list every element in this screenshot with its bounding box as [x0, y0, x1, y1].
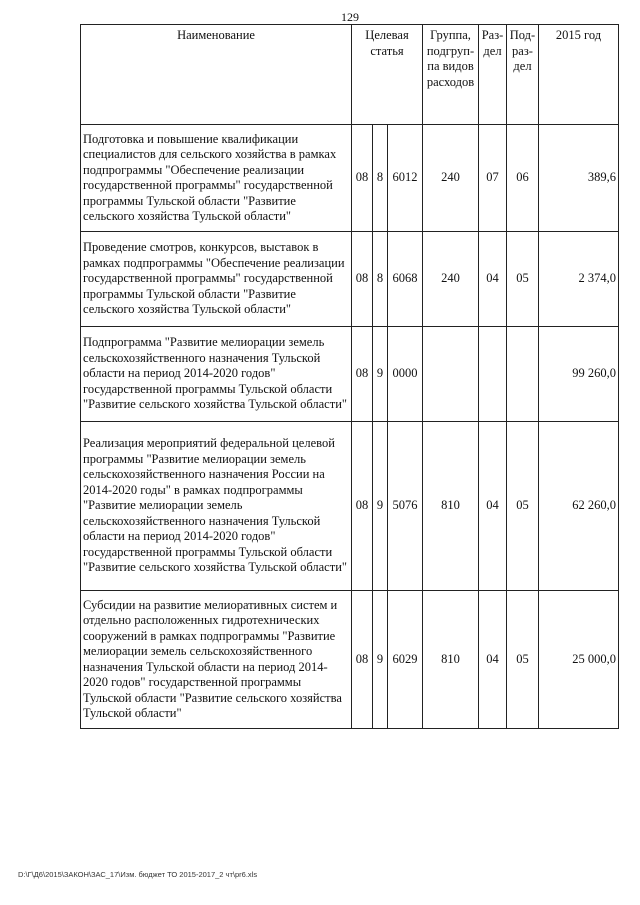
row-code-a: 08: [352, 232, 373, 327]
row-name: Проведение смотров, конкурсов, выставок в рамках подпрограммы "Обеспечение реализации государственной программы" государственной программы Тульской области "Развитие сельского хозяйства Тульской области": [81, 232, 352, 327]
row-code-a: 08: [352, 591, 373, 729]
table-row: [81, 422, 619, 591]
table-row: [81, 591, 619, 729]
table-row: [81, 125, 619, 232]
row-code-a: 08: [352, 327, 373, 422]
header-name: Наименование: [81, 25, 352, 125]
row-subsection: 05: [507, 422, 539, 591]
row-code-c: 6068: [388, 232, 423, 327]
row-code-c: 6012: [388, 125, 423, 232]
row-name: Реализация мероприятий федеральной целевой программы "Развитие мелиорации земель сельскохозяйственного назначения России на 2014-2020 годы" в рамках подпрограммы "Развитие мелиорации земель сельскохозяйственного назначения Тульской области на период 2014-2020 годов" государственной программы Тульской области "Развитие сельского хозяйства Тульской области": [81, 422, 352, 591]
header-group: Группа, подгруп-па видов расходов: [423, 25, 479, 125]
row-section: 04: [479, 422, 507, 591]
row-code-c: 0000: [388, 327, 423, 422]
header-section: Раз-дел: [479, 25, 507, 125]
row-code-b: 9: [373, 422, 388, 591]
row-group: 240: [423, 232, 479, 327]
row-name: Подпрограмма "Развитие мелиорации земель сельскохозяйственного назначения Тульской области на период 2014-2020 годов" государственной программы Тульской области "Развитие сельского хозяйства Тульской области": [81, 327, 352, 422]
row-subsection: 06: [507, 125, 539, 232]
row-amount: 25 000,0: [539, 591, 619, 729]
row-code-c: 6029: [388, 591, 423, 729]
row-name: Подготовка и повышение квалификации специалистов для сельского хозяйства в рамках подпрограммы "Обеспечение реализации государственной программы" государственной программы Тульской области "Развитие сельского хозяйства Тульской области": [81, 125, 352, 232]
row-section: [479, 327, 507, 422]
row-group: [423, 327, 479, 422]
row-amount: 389,6: [539, 125, 619, 232]
row-group: 240: [423, 125, 479, 232]
header-subsection: Под-раз-дел: [507, 25, 539, 125]
row-group: 810: [423, 422, 479, 591]
table-row: [81, 327, 619, 422]
row-code-b: 9: [373, 327, 388, 422]
row-code-a: 08: [352, 125, 373, 232]
row-subsection: 05: [507, 232, 539, 327]
row-code-a: 08: [352, 422, 373, 591]
row-subsection: [507, 327, 539, 422]
header-year: 2015 год: [539, 25, 619, 125]
file-path-footer: D:\Г\Д6\2015\ЗАКОН\ЗАС_17\Изм. бюджет ТО 2015-2017_2 чт\pr6.xls: [18, 870, 258, 879]
row-group: 810: [423, 591, 479, 729]
row-amount: 2 374,0: [539, 232, 619, 327]
row-code-c: 5076: [388, 422, 423, 591]
table-row: [81, 232, 619, 327]
page-number: 129: [341, 10, 359, 24]
header-target-article: Целевая статья: [352, 25, 423, 125]
row-section: 04: [479, 591, 507, 729]
row-subsection: 05: [507, 591, 539, 729]
row-code-b: 8: [373, 125, 388, 232]
row-amount: 62 260,0: [539, 422, 619, 591]
row-section: 07: [479, 125, 507, 232]
row-code-b: 9: [373, 591, 388, 729]
row-code-b: 8: [373, 232, 388, 327]
budget-table: [80, 24, 619, 729]
row-name: Субсидии на развитие мелиоративных систем и отдельно расположенных гидротехнических сооружений в рамках подпрограммы "Развитие мелиорации земель сельскохозяйственного назначения Тульской области на период 2014-2020 годов" государственной программы Тульской области "Развитие сельского хозяйства Тульской области": [81, 591, 352, 729]
row-amount: 99 260,0: [539, 327, 619, 422]
row-section: 04: [479, 232, 507, 327]
table-header-row: [81, 25, 619, 125]
